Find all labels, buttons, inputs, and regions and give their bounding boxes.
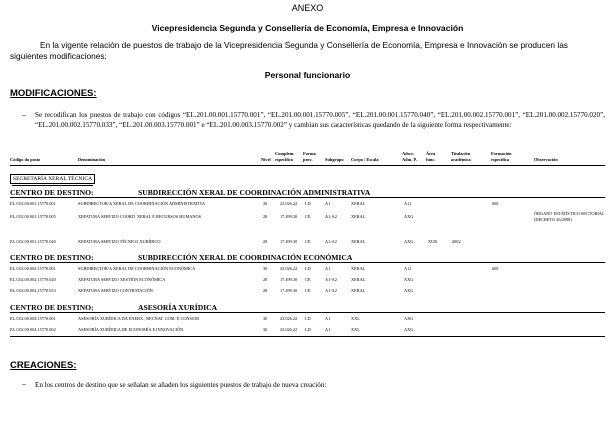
col-header-formacion: Formación específica (491, 151, 512, 162)
cell-denominacion: XEFATURA SERVIZO CONTRATACIÓN (78, 288, 153, 293)
creaciones-heading: CREACIONES: (10, 360, 77, 371)
col-header-adscripcion: Adscr. Adm. P. (402, 151, 417, 162)
col-header-denominacion: Denominación (78, 157, 106, 162)
cell-forma: CE (305, 288, 311, 293)
cell-area: XUR (428, 239, 438, 244)
intro-paragraph: En la vigente relación de puestos de trabajo de la Vicepresidencia Segunda y Consellería de Economía, Empresa e Innovación se producen las siguientes modificaciones: (10, 40, 568, 61)
modificaciones-paragraph: Se recodifican los puestos de trabajo con códigos “EL.201.00.001.15770.001”, “EL.201.00.001.15770.005”, “EL.201.00.001.15770.040”, “EL.201.00.002.15770.001”, “EL.201.00.002.15770.020”, “EL.201.00.002.15770.033”, “EL.201.00.003.15770.001” e “EL.201.00.003.15770.002” y cambian sus características quedando de la siguiente forma respectivamente: (35, 111, 605, 129)
cell-codigo: EL.C02.00.004.15770.002 (10, 327, 56, 332)
cell-complemento: 17.499,30 (280, 277, 298, 282)
cell-corpo: XXL (351, 316, 360, 321)
table-header-rule (10, 165, 605, 166)
cell-complemento: 23.026,22 (280, 266, 298, 271)
cell-denominacion: SUBDIRECTOR/A XERAL DE COORDINACIÓN ADMINISTRATIVA (78, 201, 206, 206)
centro-rule (10, 262, 605, 263)
centro-rule (10, 197, 605, 198)
cell-forma: CE (305, 239, 311, 244)
cell-corpo: XERAL (351, 277, 366, 282)
cell-complemento: 17.499,30 (280, 239, 298, 244)
cell-corpo: XERAL (351, 214, 366, 219)
col-header-corpo: Corpo / Escala (351, 157, 379, 162)
cell-denominacion: XEFATURA SERVIZO TÉCNICO XURÍDICO (78, 239, 161, 244)
cell-subgrupo: A1 (325, 327, 331, 332)
cell-nivel: 28 (263, 214, 268, 219)
bullet-dash: – (22, 110, 26, 119)
centro-rule (10, 312, 605, 313)
cell-adscripcion: AXG (404, 214, 414, 219)
personal-heading: Personal funcionario (264, 70, 351, 80)
secretaria-box: SECRETARÍA XERAL TÉCNICA (10, 174, 95, 184)
cell-forma: CE (305, 214, 311, 219)
col-header-subgrupo: Subgrupo (325, 157, 344, 162)
col-header-codigo: Código do posto (10, 157, 41, 162)
department-title: Vicepresidencia Segunda y Consellería de Economía, Empresa e Innovación (151, 23, 464, 33)
cell-nivel: 28 (263, 277, 268, 282)
cell-observacion: ÓRGANO ESTATÍSTICO SECTORIAL (DECRETO 26/2008) (534, 211, 605, 222)
cell-formacion: 600 (492, 201, 499, 206)
centro-label: CENTRO DE DESTINO: (10, 303, 94, 312)
cell-subgrupo: A1-A2 (325, 277, 337, 282)
cell-codigo: EL.C02.00.002.15770.001 (10, 266, 56, 271)
cell-denominacion: ASESORÍA XURÍDICA DE ECONOMÍA E INNOVACIÓN (78, 327, 184, 332)
cell-nivel: 30 (263, 327, 268, 332)
modificaciones-heading: MODIFICACIONES: (10, 88, 97, 99)
cell-nivel: 28 (263, 288, 268, 293)
cell-codigo: EL.C02.00.004.15770.001 (10, 316, 56, 321)
col-header-titulacion: Titulación académica (451, 151, 471, 162)
cell-forma: CE (305, 277, 311, 282)
cell-corpo: XERAL (351, 201, 366, 206)
cell-adscripcion: AXG (404, 288, 414, 293)
cell-codigo: EL.C02.00.001.15770.005 (10, 214, 56, 219)
cell-forma: LD (305, 327, 311, 332)
cell-titulacion: 2002 (452, 239, 461, 244)
cell-adscripcion: AXG (404, 327, 414, 332)
centro-label: CENTRO DE DESTINO: (10, 188, 94, 197)
cell-adscripcion: AXG (404, 277, 414, 282)
cell-corpo: XERAL (351, 266, 366, 271)
cell-denominacion: SUBDIRECTOR/A XERAL DE COORDINACIÓN ECONÓMICA (78, 266, 196, 271)
cell-codigo: EL.C02.00.002.15770.020 (10, 277, 56, 282)
cell-complemento: 17.499,30 (280, 214, 298, 219)
bullet-dash: – (22, 379, 26, 388)
cell-denominacion: XEFATURA SERVIZO COORD. XERAL E RECURSOS HUMANOS (78, 214, 201, 219)
cell-denominacion: XEFATURA SERVIZO XESTIÓN ECONÓMICA (78, 277, 166, 282)
cell-adscripcion: A11 (404, 201, 412, 206)
cell-subgrupo: A1 (325, 316, 331, 321)
cell-adscripcion: AXG (404, 239, 414, 244)
cell-subgrupo: A1-A2 (325, 239, 337, 244)
cell-forma: LD (305, 201, 311, 206)
cell-subgrupo: A1 (325, 266, 331, 271)
cell-nivel: 30 (263, 201, 268, 206)
cell-corpo: XERAL (351, 288, 366, 293)
cell-codigo: EL.C02.00.002.15770.033 (10, 288, 56, 293)
cell-corpo: XXL (351, 327, 360, 332)
cell-denominacion: ASESORÍA XURÍDICA DA ENERX., RECNAT. COM. E CONSUM (78, 316, 199, 321)
cell-corpo: XERAL (351, 239, 366, 244)
centro-name: ASESORÍA XURÍDICA (138, 303, 218, 312)
annex-heading: ANEXO (291, 3, 324, 13)
centro-label: CENTRO DE DESTINO: (10, 253, 94, 262)
col-header-nivel: Nivel (261, 157, 271, 162)
cell-codigo: EL.C02.00.001.15770.001 (10, 201, 56, 206)
cell-complemento: 23.026,22 (280, 201, 298, 206)
cell-codigo: EL.C02.00.001.15770.040 (10, 239, 56, 244)
cell-complemento: 23.026,22 (280, 316, 298, 321)
cell-forma: LD (305, 266, 311, 271)
centro-name: SUBDIRECCIÓN XERAL DE COORDINACIÓN ADMINISTRATIVA (138, 188, 371, 197)
cell-adscripcion: AXG (404, 316, 414, 321)
col-header-forma: Forma prov. (303, 151, 316, 162)
cell-nivel: 28 (263, 239, 268, 244)
cell-adscripcion: A12 (404, 266, 412, 271)
col-header-observacion: Observación (534, 157, 558, 162)
table-bottom-rule (10, 336, 605, 337)
col-header-complemento: Complem. específico (275, 151, 295, 162)
cell-subgrupo: A1-A2 (325, 288, 337, 293)
creaciones-paragraph: En los centros de destino que se señalan se añaden los siguientes puestos de trabajo de nueva creación: (35, 381, 327, 389)
cell-formacion: 600 (492, 266, 499, 271)
col-header-area: Área func. (426, 151, 436, 162)
cell-subgrupo: A1-A2 (325, 214, 337, 219)
centro-name: SUBDIRECCIÓN XERAL DE COORDINACIÓN ECONÓMICA (138, 253, 353, 262)
cell-complemento: 23.026,22 (280, 327, 298, 332)
cell-forma: LD (305, 316, 311, 321)
cell-complemento: 17.499,30 (280, 288, 298, 293)
cell-subgrupo: A1 (325, 201, 331, 206)
cell-nivel: 30 (263, 316, 268, 321)
cell-nivel: 30 (263, 266, 268, 271)
